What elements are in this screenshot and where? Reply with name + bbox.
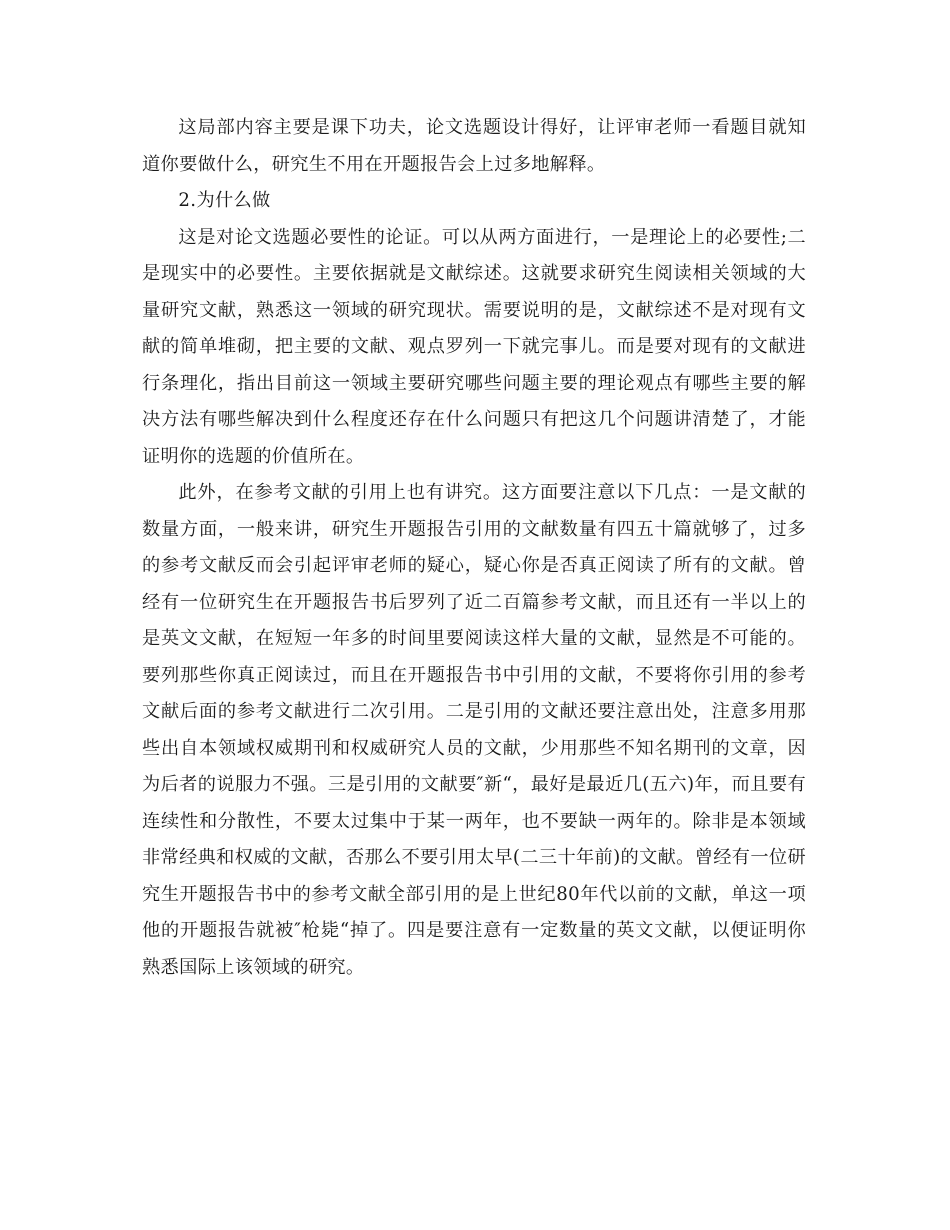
section-heading-why: 2.为什么做	[178, 190, 271, 211]
paragraph-references: 此外，在参考文献的引用上也有讲究。这方面要注意以下几点：一是文献的数量方面，一般来讲，研究生开题报告引用的文献数量有四五十篇就够了，过多的参考文献反而会引起评审老师的疑心，疑心你是否真正阅读了所有的文献。曾经有一位研究生在开题报告书后罗列了近二百篇参考文献，而且还有一半以上的是英文文献，在短短一年多的时间里要阅读这样大量的文献，显然是不可能的。要列那些你真正阅读过，而且在开题报告书中引用的文献，不要将你引用的参考文献后面的参考文献进行二次引用。二是引用的文献还要注意出处，注意多用那些出自本领域权威期刊和权威研究人员的文献，少用那些不知名期刊的文章，因为后者的说服力不强。三是引用的文献要″新“，最好是最近几(五六)年，而且要有连续性和分散性，不要太过集中于某一两年，也不要缺一两年的。除非是本领域非常经典和权威的文献，否那么不要引用太早(二三十年前)的文献。曾经有一位研究生开题报告书中的参考文献全部引用的是上世纪80年代以前的文献，单这一项他的开题报告就被″枪毙“掉了。四是要注意有一定数量的英文文献，以便证明你熟悉国际上该领域的研究。	[142, 482, 806, 978]
document-page	[142, 110, 806, 986]
paragraph-necessity: 这是对论文选题必要性的论证。可以从两方面进行，一是理论上的必要性;二是现实中的必要性。主要依据就是文献综述。这就要求研究生阅读相关领域的大量研究文献，熟悉这一领域的研究现状。需要说明的是，文献综述不是对现有文献的简单堆砌，把主要的文献、观点罗列一下就完事儿。而是要对现有的文献进行条理化，指出目前这一领域主要研究哪些问题主要的理论观点有哪些主要的解决方法有哪些解决到什么程度还存在什么问题只有把这几个问题讲清楚了，才能证明你的选题的价值所在。	[142, 226, 806, 467]
paragraph-topic-design: 这局部内容主要是课下功夫，论文选题设计得好，让评审老师一看题目就知道你要做什么，研究生不用在开题报告会上过多地解释。	[142, 117, 806, 175]
